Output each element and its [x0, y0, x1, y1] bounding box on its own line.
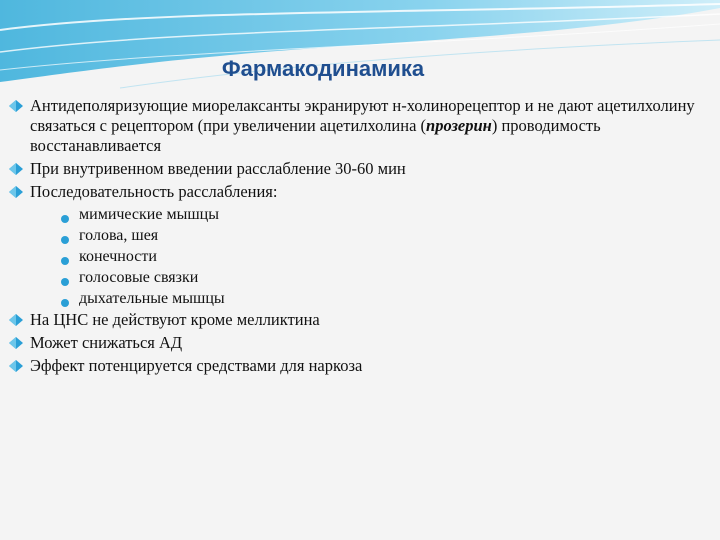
sub-list-item — [8, 205, 708, 225]
sub-list-item — [8, 289, 708, 309]
sub-item-text: голосовые связки — [79, 269, 199, 286]
emphasis-text: прозерин — [426, 116, 492, 135]
bullet-icon — [8, 184, 24, 204]
slide-title: Фармакодинамика — [221, 56, 425, 81]
sub-item-text: дыхательные мышцы — [79, 290, 225, 307]
list-item — [8, 159, 708, 179]
list-item — [8, 182, 708, 202]
item-text: ) проводимость восстанавливается — [30, 116, 601, 155]
bullet-list — [8, 96, 708, 379]
sub-item-text: мимические мышцы — [79, 206, 219, 223]
list-item — [8, 356, 708, 376]
bullet-icon — [8, 161, 24, 181]
sub-list-item — [8, 247, 708, 267]
item-text: При внутривенном введении расслабление 30-60 мин — [30, 159, 406, 178]
item-text: На ЦНС не действуют кроме мелликтина — [30, 310, 320, 329]
list-item — [8, 333, 708, 353]
list-item — [8, 96, 708, 156]
sub-item-text: голова, шея — [79, 227, 159, 244]
bullet-icon — [8, 312, 24, 332]
item-text: Антидеполяризующие миорелаксанты экранируют н-холинорецептор и не дают ацетилхолину связаться с рецептором (при увеличении ацетилхолина ( — [30, 96, 695, 135]
bullet-icon — [8, 98, 24, 118]
sub-list-item — [8, 268, 708, 288]
bullet-icon — [8, 335, 24, 355]
bullet-icon — [8, 358, 24, 378]
sub-list-item — [8, 226, 708, 246]
list-item — [8, 310, 708, 330]
item-text: Эффект потенцируется средствами для наркоза — [30, 356, 363, 375]
sub-item-text: конечности — [79, 248, 157, 265]
item-text: Последовательность расслабления: — [30, 182, 278, 201]
item-text: Может снижаться АД — [30, 333, 183, 352]
